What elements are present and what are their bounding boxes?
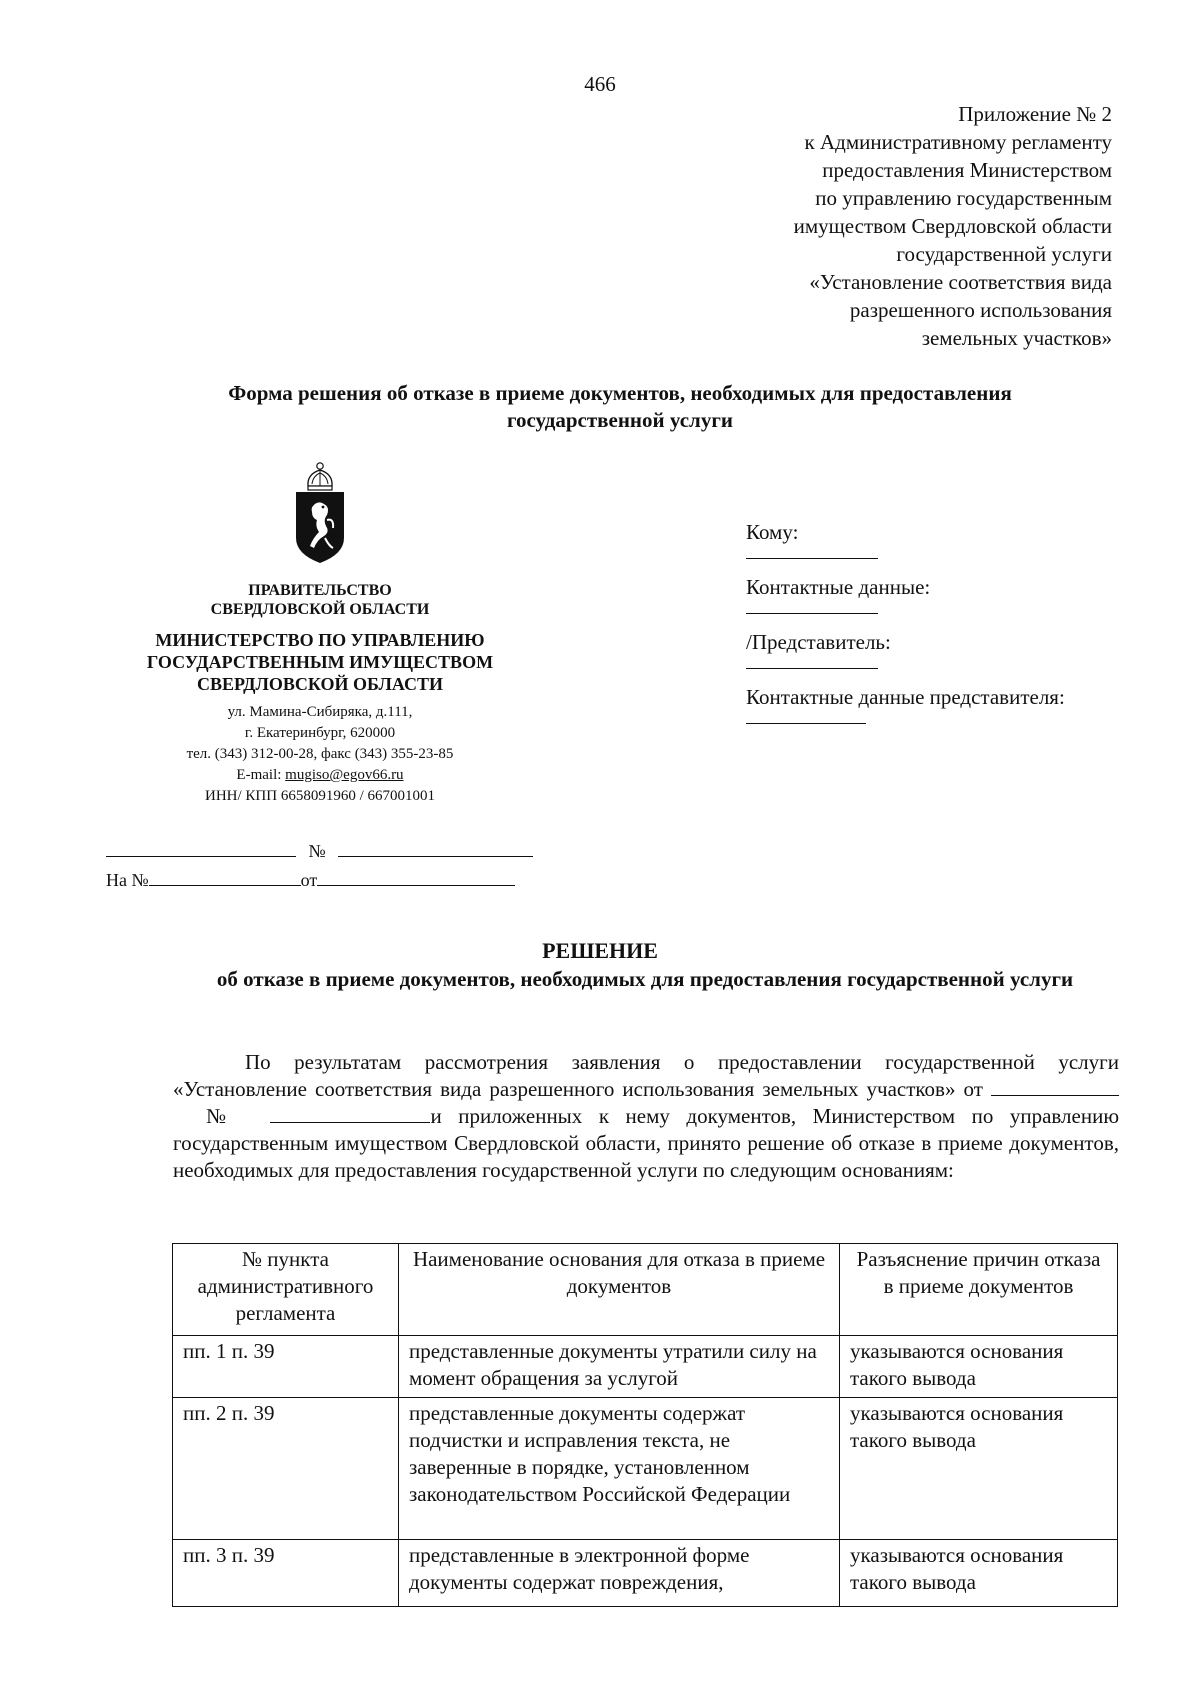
refusal-grounds-table (172, 1243, 1118, 1607)
application-number-blank (270, 1104, 430, 1123)
header-explanation: Разъяснение причин отказа в приеме документов (840, 1244, 1118, 1336)
row-point: пп. 1 п. 39 (173, 1336, 399, 1398)
recipient-contact-blank (746, 613, 878, 614)
appendix-line: к Административному регламенту (804, 130, 1112, 154)
representative-contact-label: Контактные данные представителя: (746, 685, 1065, 709)
table-row (173, 1398, 1118, 1540)
representative-contact-blank (746, 723, 866, 724)
header-point: № пункта административного регламента (173, 1244, 399, 1336)
appendix-line: «Установление соответствия вида (809, 270, 1112, 294)
government-line: СВЕРДЛОВСКОЙ ОБЛАСТИ (210, 601, 430, 618)
ministry-line: ГОСУДАРСТВЕННЫМ ИМУЩЕСТВОМ (146, 652, 494, 672)
appendix-line: государственной услуги (896, 242, 1112, 266)
row-explanation: указываются основания такого вывода (840, 1336, 1118, 1398)
form-title: Форма решения об отказе в приеме документов, необходимых для предоставления государственной услуги (228, 381, 1012, 432)
appendix-line: по управлению государственным (815, 186, 1112, 210)
ref-number-label: На № (106, 870, 149, 890)
representative-blank (746, 668, 878, 669)
paragraph-number-sign: № (206, 1104, 238, 1128)
ministry-line: СВЕРДЛОВСКОЙ ОБЛАСТИ (197, 674, 443, 694)
number-blank (338, 838, 533, 857)
row-ground: представленные документы утратили силу на момент обращения за услугой (399, 1336, 840, 1398)
registration-line (106, 838, 533, 862)
row-explanation: указываются основания такого вывода (840, 1398, 1118, 1540)
government-line: ПРАВИТЕЛЬСТВО (248, 582, 392, 599)
recipient-to-label: Кому: (746, 520, 799, 544)
number-sign: № (308, 841, 326, 861)
header-ground: Наименование основания для отказа в приеме документов (399, 1244, 840, 1336)
appendix-line: имуществом Свердловской области (793, 214, 1112, 238)
appendix-line: разрешенного использования (849, 298, 1112, 322)
ministry-contacts (95, 702, 545, 807)
date-blank (106, 838, 296, 857)
application-date-blank (991, 1077, 1119, 1096)
appendix-line: предоставления Министерством (822, 158, 1112, 182)
ministry-name (95, 629, 545, 695)
inn-kpp: ИНН/ КПП 6658091960 / 667001001 (204, 788, 435, 804)
row-point: пп. 2 п. 39 (173, 1398, 399, 1540)
table-row (173, 1540, 1118, 1607)
row-ground: представленные документы содержат подчистки и исправления текста, не заверенные в порядке, установленном законодательством Российской Федерации (399, 1398, 840, 1540)
email-label: E-mail: (236, 767, 286, 783)
ministry-line: МИНИСТЕРСТВО ПО УПРАВЛЕНИЮ (155, 630, 485, 650)
table-header-row (173, 1244, 1118, 1336)
row-point: пп. 3 п. 39 (173, 1540, 399, 1607)
coat-of-arms-icon (289, 460, 351, 568)
email-line (95, 765, 545, 786)
recipient-to-blank (746, 558, 878, 559)
row-explanation: указываются основания такого вывода (840, 1540, 1118, 1607)
address-city: г. Екатеринбург, 620000 (244, 725, 396, 741)
reference-line (106, 867, 515, 891)
representative-label: /Представитель: (746, 630, 891, 654)
table-row (173, 1336, 1118, 1398)
page-number: 466 (584, 72, 616, 96)
paragraph-part-1: По результатам рассмотрения заявления о предоставлении государственной услуги «Установление соответствия вида разрешенного использования земельных участков» от (173, 1050, 1119, 1101)
appendix-line: Приложение № 2 (958, 102, 1112, 126)
appendix-line: земельных участков» (921, 326, 1112, 350)
email-link[interactable]: mugiso@egov66.ru (285, 767, 404, 783)
ref-date-blank (317, 867, 515, 886)
ref-number-blank (149, 867, 301, 886)
recipient-block (746, 518, 1126, 738)
recipient-contact-label: Контактные данные: (746, 575, 931, 599)
phone-fax: тел. (343) 312-00-28, факс (343) 355-23-85 (186, 746, 454, 762)
letterhead (95, 460, 545, 807)
ref-from-label: от (300, 870, 318, 890)
address-street: ул. Мамина-Сибиряка, д.111, (227, 704, 413, 720)
decision-paragraph (173, 1049, 1119, 1184)
paragraph-part-2: и приложенных к нему документов, Министерством по управлению государственным имуществом Свердловской области, принято решение об отказе в приеме документов, необходимых для предоставления государственной услуги по следующим основаниям: (173, 1104, 1120, 1182)
decision-subtitle: об отказе в приеме документов, необходимых для предоставления государственной услуги (216, 967, 1074, 991)
government-name (95, 581, 545, 619)
row-ground: представленные в электронной форме документы содержат повреждения, (399, 1540, 840, 1607)
decision-title: РЕШЕНИЕ (542, 938, 658, 963)
appendix-header (552, 100, 1112, 352)
